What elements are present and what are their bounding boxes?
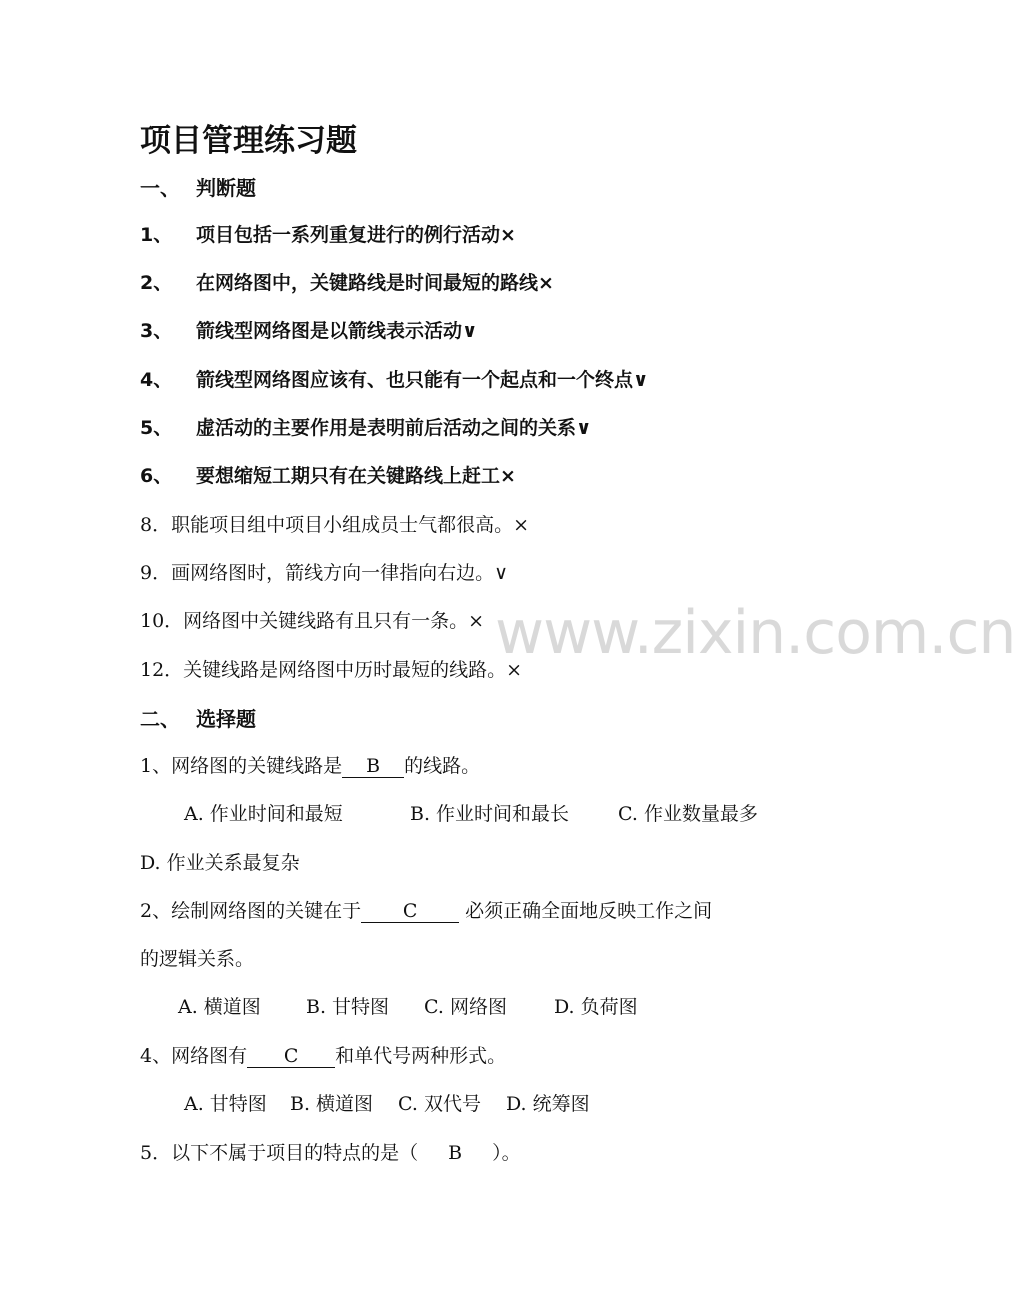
tf-item-text: 要想缩短工期只有在关键路线上赶工× — [196, 465, 516, 487]
question-text: 4、网络图有 — [140, 1045, 248, 1067]
tf-item-4 — [140, 365, 648, 392]
tf-item-number: 1、 — [140, 224, 173, 246]
answer-blank: B — [342, 757, 404, 778]
question-1-option-d: D. 作业关系最复杂 — [140, 852, 300, 874]
tf-item-text: 项目包括一系列重复进行的例行活动× — [196, 224, 516, 246]
tf-item-3 — [140, 316, 477, 343]
question-text: ）。 — [492, 1142, 521, 1164]
question-text: 必须正确全面地反映工作之间 — [459, 900, 713, 922]
option-c: C. 作业数量最多 — [618, 803, 758, 825]
question-text: 1、网络图的关键线路是 — [140, 755, 343, 777]
tf-item-1 — [140, 220, 516, 247]
tf-item-text: 箭线型网络图应该有、也只能有一个起点和一个终点∨ — [196, 369, 649, 391]
answer-text: B — [448, 1142, 463, 1164]
question-5 — [140, 1138, 521, 1165]
tf-item-2 — [140, 268, 554, 295]
question-text: 5．以下不属于项目的特点的是（ — [140, 1142, 419, 1164]
tf-item-number: 6、 — [140, 465, 173, 487]
tf-item-number: 4、 — [140, 369, 173, 391]
question-4 — [140, 1041, 506, 1068]
option-c: C. 网络图 — [424, 996, 507, 1018]
option-a: A. 作业时间和最短 — [184, 803, 343, 825]
answer-blank: C — [247, 1047, 335, 1068]
tf-item-number: 5、 — [140, 417, 173, 439]
page-title: 项目管理练习题 — [140, 123, 357, 159]
tf-item-text: 箭线型网络图是以箭线表示活动∨ — [196, 320, 478, 342]
tf-item-number: 2、 — [140, 272, 173, 294]
question-1 — [140, 751, 480, 778]
question-4-options — [184, 1089, 590, 1116]
tf-item-text: 虚活动的主要作用是表明前后活动之间的关系∨ — [196, 417, 592, 439]
watermark-text: www.zixin.com.cn — [495, 598, 1015, 668]
section2-heading — [140, 703, 256, 732]
tf-plain-item-8: 8．职能项目组中项目小组成员士气都很高。× — [140, 514, 530, 536]
option-d: D. 负荷图 — [554, 996, 638, 1018]
section1-number: 一、 — [140, 176, 180, 200]
option-d: D. 统筹图 — [506, 1093, 590, 1115]
option-b: B. 作业时间和最长 — [410, 803, 570, 825]
question-text: 2、绘制网络图的关键在于 — [140, 900, 362, 922]
question-1-options — [184, 799, 758, 826]
tf-item-text: 在网络图中，关键路线是时间最短的路线× — [196, 272, 554, 294]
section2-number: 二、 — [140, 707, 180, 731]
tf-plain-item-9: 9．画网络图时，箭线方向一律指向右边。∨ — [140, 562, 508, 584]
answer-blank: C — [361, 902, 459, 923]
question-text: 的线路。 — [404, 755, 481, 777]
tf-plain-item-12: 12．关键线路是网络图中历时最短的线路。× — [140, 659, 523, 681]
question-2 — [140, 896, 712, 923]
question-2-continuation: 的逻辑关系。 — [140, 948, 255, 970]
option-c: C. 双代号 — [398, 1093, 481, 1115]
tf-item-6 — [140, 461, 516, 488]
question-2-options — [178, 992, 638, 1019]
section1-heading — [140, 172, 256, 201]
tf-item-5 — [140, 413, 591, 440]
section1-title: 判断题 — [196, 176, 256, 200]
tf-item-number: 3、 — [140, 320, 173, 342]
option-b: B. 甘特图 — [306, 996, 390, 1018]
option-a: A. 横道图 — [178, 996, 261, 1018]
question-text: 和单代号两种形式。 — [335, 1045, 507, 1067]
option-a: A. 甘特图 — [184, 1093, 267, 1115]
option-b: B. 横道图 — [290, 1093, 374, 1115]
section2-title: 选择题 — [196, 707, 256, 731]
tf-plain-item-10: 10．网络图中关键线路有且只有一条。× — [140, 610, 485, 632]
